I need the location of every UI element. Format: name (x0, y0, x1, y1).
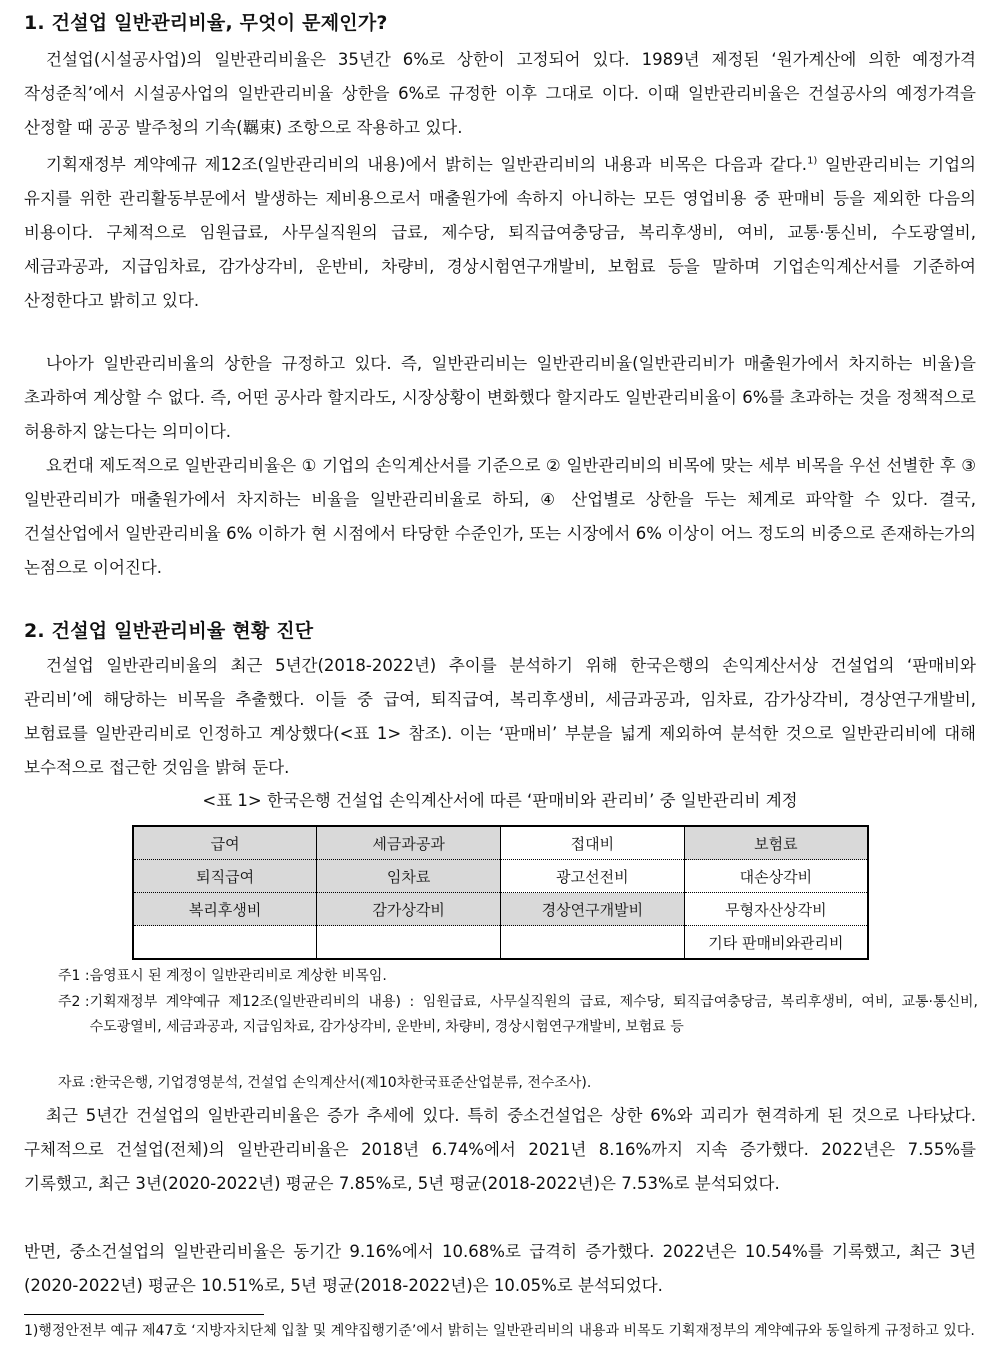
source-text: 한국은행, 기업경영분석, 건설업 손익계산서(제10차한국표준산업분류, 전수조사). (94, 1075, 592, 1091)
note-text: 기획재정부 계약예규 제12조(일반관리비의 내용) : 임원급료, 사무실직원의 급료, 제수당, 퇴직급여충당금, 복리후생비, 여비, 교통·통신비, 수도광열비, 세금과공과, 지급임차료, 감가상각비, 운반비, 차량비, 경상시험연구개발비, 보험료 등 (89, 994, 978, 1035)
section-1-heading: 1. 건설업 일반관리비율, 무엇이 문제인가? (24, 12, 388, 34)
table-note-1 (58, 964, 978, 989)
table-row (133, 826, 868, 860)
table-cell: 임차료 (317, 860, 501, 893)
table-cell: 무형자산상각비 (684, 893, 868, 926)
table-cell: 세금과공과 (317, 826, 501, 860)
section-1-paragraph-3: 나아가 일반관리비율의 상한을 규정하고 있다. 즉, 일반관리비는 일반관리비율(일반관리비가 매출원가에서 차지하는 비율)을 초과하여 계상할 수 없다. 즉, 어떤 공사라 할지라도, 시장상황이 변화했다 할지라도 일반관리비율이 6%를 초과하는 것을 정책적으로 허용하지 않는다는 의미이다. (24, 354, 976, 441)
section-1-paragraph-2 (24, 148, 976, 318)
table-cell: 퇴직급여 (133, 860, 317, 893)
table-source (58, 1071, 978, 1096)
table-row (133, 926, 868, 960)
section-1-paragraph-4: 요컨대 제도적으로 일반관리비율은 ① 기업의 손익계산서를 기준으로 ② 일반관리비의 비목에 맞는 세부 비목을 우선 선별한 후 ③ 일반관리비가 매출원가에서 차지하는 비율을 일반관리비율로 하되, ④ 산업별로 상한을 두는 체계로 파악할 수 있다. 결국, 건설산업에서 일반관리비율 6% 이하가 현 시점에서 타당한 수준인가, 또는 시장에서 6% 이상이 어느 정도의 비중으로 존재하는가의 논점으로 이어진다. (24, 456, 976, 577)
section-2-paragraph-1: 건설업 일반관리비율의 최근 5년간(2018-2022년) 추이를 분석하기 위해 한국은행의 손익계산서상 건설업의 ‘판매비와 관리비’에 해당하는 비목을 추출했다. 이들 중 급여, 퇴직급여, 복리후생비, 세금과공과, 임차료, 감가상각비, 경상연구개발비, 보험료를 일반관리비로 인정하고 계상했다(<표 1> 참조). 이는 ‘판매비’ 부분을 넓게 제외하여 분석한 것으로 일반관리비에 대해 보수적으로 접근한 것임을 밝혀 둔다. (24, 656, 976, 777)
footnote-ref-1: 1) (807, 155, 818, 167)
table-cell: 보험료 (684, 826, 868, 860)
table-cell: 복리후생비 (133, 893, 317, 926)
table-row (133, 893, 868, 926)
table-cell (317, 926, 501, 960)
note-label: 주1 : (58, 968, 90, 984)
table-cell (501, 926, 685, 960)
source-label: 자료 : (58, 1075, 95, 1091)
table-cell (133, 926, 317, 960)
section-2-heading: 2. 건설업 일반관리비율 현황 진단 (24, 620, 314, 642)
table-1-caption: <표 1> 한국은행 건설업 손익계산서에 따른 ‘판매비와 관리비’ 중 일반관리비 계정 (202, 791, 798, 810)
paragraph-2-text-after: 일반관리비는 기업의 유지를 위한 관리활동부문에서 발생하는 제비용으로서 매출원가에 속하지 아니하는 모든 영업비용 중 판매비 등을 제외한 다음의 비용이다. 구체적으로 임원급료, 사무실직원의 급료, 제수당, 퇴직급여충당금, 복리후생비, 여비, 교통·통신비, 수도광열비, 세금과공과, 지급임차료, 감가상각비, 운반비, 차량비, 경상시험연구개발비, 보험료 등을 말하며 기업손익계산서를 기준하여 산정한다고 밝히고 있다. (24, 155, 976, 310)
table-cell: 급여 (133, 826, 317, 860)
footnote-divider (24, 1314, 264, 1315)
table-cell: 접대비 (501, 826, 685, 860)
table-cell: 대손상각비 (684, 860, 868, 893)
account-table (132, 825, 869, 960)
table-cell: 기타 판매비와관리비 (684, 926, 868, 960)
footnote-number: 1) (24, 1323, 39, 1339)
table-cell: 광고선전비 (501, 860, 685, 893)
section-1-paragraph-1: 건설업(시설공사업)의 일반관리비율은 35년간 6%로 상한이 고정되어 있다. 1989년 제정된 ‘원가계산에 의한 예정가격 작성준칙’에서 시설공사업의 일반관리비율 상한을 6%로 규정한 이후 그대로 이다. 이때 일반관리비율은 건설공사의 예정가격을 산정할 때 공공 발주청의 기속(羈束) 조항으로 작용하고 있다. (24, 50, 976, 137)
footnote-text: 행정안전부 예규 제47호 ‘지방자치단체 입찰 및 계약집행기준’에서 밝히는 일반관리비의 내용과 비목도 기획재정부의 계약예규와 동일하게 규정하고 있다. (38, 1323, 975, 1339)
note-text: 음영표시 된 계정이 일반관리비로 계상한 비목임. (89, 968, 387, 984)
section-2-paragraph-3: 반면, 중소건설업의 일반관리비율은 동기간 9.16%에서 10.68%로 급격히 증가했다. 2022년은 10.54%를 기록했고, 최근 3년(2020-2022년) 평균은 10.51%로, 5년 평균(2018-2022년)은 10.05%로 분석되었다. (24, 1242, 976, 1295)
note-label: 주2 : (58, 994, 90, 1010)
table-note-2 (58, 990, 978, 1040)
footnote-1 (24, 1320, 976, 1342)
table-row (133, 860, 868, 893)
table-cell: 경상연구개발비 (501, 893, 685, 926)
paragraph-2-text-before: 기획재정부 계약예규 제12조(일반관리비의 내용)에서 밝히는 일반관리비의 내용과 비목은 다음과 같다. (46, 155, 808, 174)
table-cell: 감가상각비 (317, 893, 501, 926)
section-2-paragraph-2: 최근 5년간 건설업의 일반관리비율은 증가 추세에 있다. 특히 중소건설업은 상한 6%와 괴리가 현격하게 된 것으로 나타났다. 구체적으로 건설업(전체)의 일반관리비율은 2018년 6.74%에서 2021년 8.16%까지 지속 증가했다. 2022년은 7.55%를 기록했고, 최근 3년(2020-2022년) 평균은 7.85%로, 5년 평균(2018-2022년)은 7.53%로 분석되었다. (24, 1106, 976, 1193)
